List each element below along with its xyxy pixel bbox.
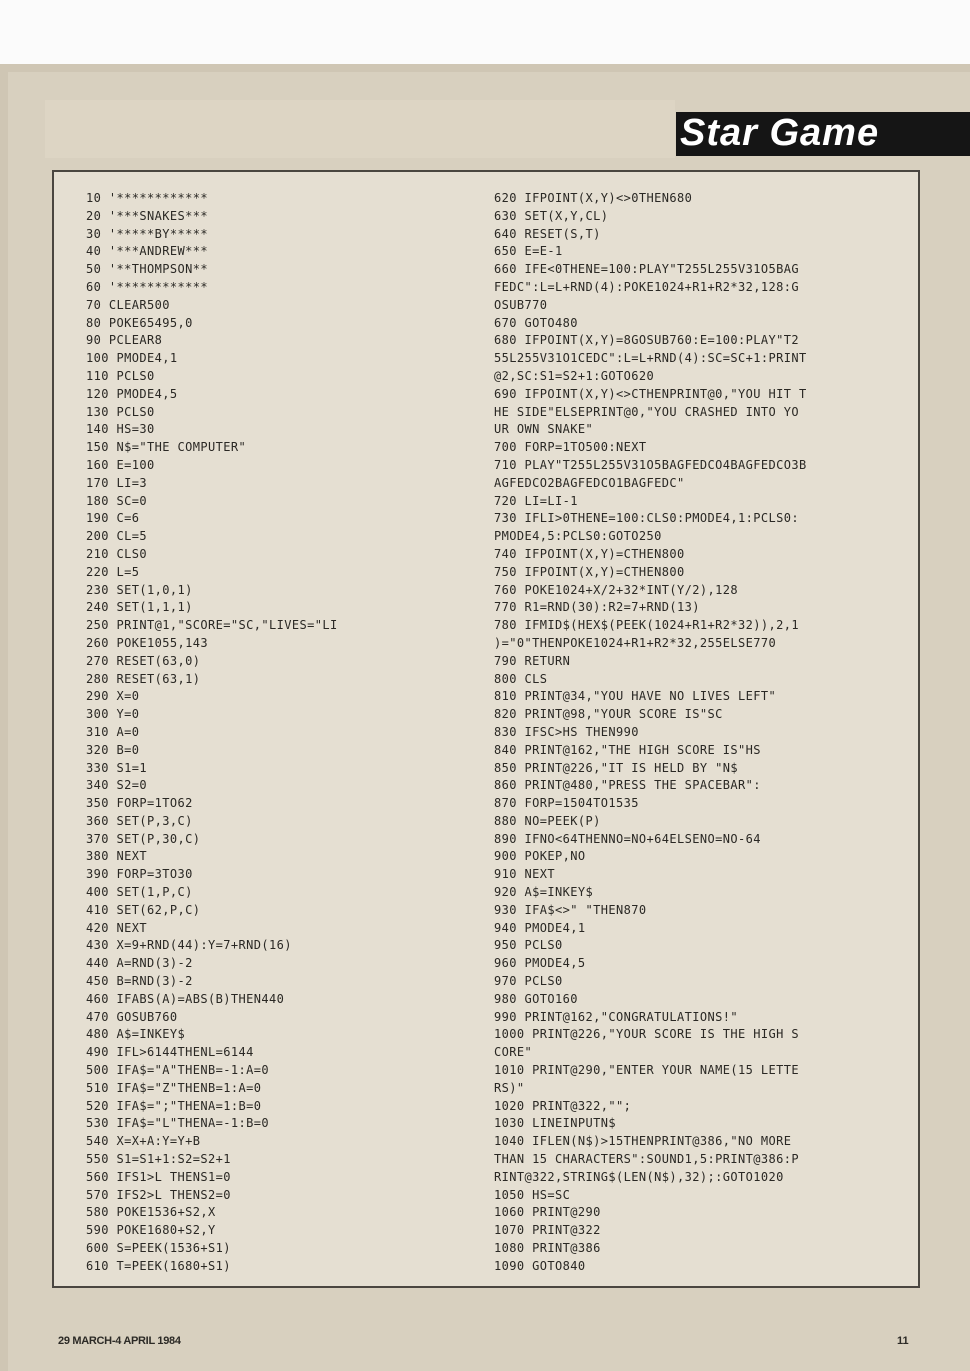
code-line: 160 E=100 [86, 457, 155, 472]
code-line: 30 '*****BY***** [86, 226, 208, 241]
code-line: 170 LI=3 [86, 475, 147, 490]
code-line: 920 A$=INKEY$ [494, 885, 594, 900]
code-line: 110 PCLS0 [86, 368, 155, 383]
code-line: 980 GOTO160 [494, 991, 578, 1006]
code-line: 230 SET(1,0,1) [86, 582, 193, 597]
code-line: 1000 PRINT@226,"YOUR SCORE IS THE HIGH S [494, 1027, 799, 1042]
show-through-header-area [45, 100, 675, 158]
code-line: RS)" [494, 1080, 525, 1095]
code-line: 270 RESET(63,0) [86, 653, 201, 668]
code-line: 710 PLAY"T255L255V31O5BAGFEDCO4BAGFEDCO3B [494, 457, 807, 472]
code-line: 55L255V31O1CEDC":L=L+RND(4):SC=SC+1:PRINT [494, 351, 807, 366]
code-line: 240 SET(1,1,1) [86, 600, 193, 615]
code-line: 410 SET(62,P,C) [86, 902, 201, 917]
code-line: 770 R1=RND(30):R2=7+RND(13) [494, 600, 700, 615]
code-line: 390 FORP=3TO30 [86, 867, 193, 882]
code-line: 440 A=RND(3)-2 [86, 956, 193, 971]
code-line: 210 CLS0 [86, 546, 147, 561]
code-line: 800 CLS [494, 671, 548, 686]
code-line: 360 SET(P,3,C) [86, 813, 193, 828]
code-line: 610 T=PEEK(1680+S1) [86, 1258, 231, 1273]
code-line: 1070 PRINT@322 [494, 1223, 601, 1238]
code-line: 520 IFA$=";"THENA=1:B=0 [86, 1098, 262, 1113]
code-line: CORE" [494, 1045, 533, 1060]
code-line: 80 POKE65495,0 [86, 315, 193, 330]
code-line: 690 IFPOINT(X,Y)<>CTHENPRINT@0,"YOU HIT T [494, 386, 807, 401]
code-line: 820 PRINT@98,"YOUR SCORE IS"SC [494, 707, 723, 722]
code-line: 280 RESET(63,1) [86, 671, 201, 686]
code-line: 580 POKE1536+S2,X [86, 1205, 216, 1220]
code-line: 260 POKE1055,143 [86, 635, 208, 650]
code-line: 330 S1=1 [86, 760, 147, 775]
code-line: 730 IFLI>0THENE=100:CLS0:PMODE4,1:PCLS0: [494, 511, 799, 526]
code-line: 560 IFS1>L THENS1=0 [86, 1169, 231, 1184]
code-line: 1050 HS=SC [494, 1187, 571, 1202]
code-line: 60 '************ [86, 279, 208, 294]
code-line: 700 FORP=1TO500:NEXT [494, 440, 647, 455]
code-line: 150 N$="THE COMPUTER" [86, 440, 247, 455]
code-line: 680 IFPOINT(X,Y)=8GOSUB760:E=100:PLAY"T2 [494, 333, 799, 348]
code-line: 470 GOSUB760 [86, 1009, 178, 1024]
code-line: 320 B=0 [86, 742, 140, 757]
code-line: 200 CL=5 [86, 529, 147, 544]
code-line: 310 A=0 [86, 724, 140, 739]
code-line: 100 PMODE4,1 [86, 351, 178, 366]
code-line: 670 GOTO480 [494, 315, 578, 330]
code-line: 190 C=6 [86, 511, 140, 526]
code-line: 740 IFPOINT(X,Y)=CTHEN800 [494, 546, 685, 561]
code-line: 1080 PRINT@386 [494, 1241, 601, 1256]
issue-date: 29 MARCH-4 APRIL 1984 [58, 1335, 181, 1347]
code-line: 990 PRINT@162,"CONGRATULATIONS!" [494, 1009, 738, 1024]
code-line: 20 '***SNAKES*** [86, 208, 208, 223]
code-line: 910 NEXT [494, 867, 555, 882]
code-line: 1010 PRINT@290,"ENTER YOUR NAME(15 LETTE [494, 1063, 799, 1078]
code-line: 540 X=X+A:Y=Y+B [86, 1134, 201, 1149]
code-line: 500 IFA$="A"THENB=-1:A=0 [86, 1063, 269, 1078]
code-line: 850 PRINT@226,"IT IS HELD BY "N$ [494, 760, 738, 775]
code-line: 300 Y=0 [86, 707, 140, 722]
code-line: 400 SET(1,P,C) [86, 885, 193, 900]
code-line: 660 IFE<0THENE=100:PLAY"T255L255V31O5BAG [494, 262, 799, 277]
code-line: 70 CLEAR500 [86, 297, 170, 312]
code-line: 340 S2=0 [86, 778, 147, 793]
listing-left-column [86, 190, 338, 1276]
code-line: 250 PRINT@1,"SCORE="SC,"LIVES="LI [86, 618, 338, 633]
code-line: 220 L=5 [86, 564, 140, 579]
code-line: 370 SET(P,30,C) [86, 831, 201, 846]
code-line: 840 PRINT@162,"THE HIGH SCORE IS"HS [494, 742, 761, 757]
code-line: 460 IFABS(A)=ABS(B)THEN440 [86, 991, 285, 1006]
code-line: OSUB770 [494, 297, 548, 312]
code-line: 570 IFS2>L THENS2=0 [86, 1187, 231, 1202]
code-line: 810 PRINT@34,"YOU HAVE NO LIVES LEFT" [494, 689, 777, 704]
code-line: 130 PCLS0 [86, 404, 155, 419]
code-line: 480 A$=INKEY$ [86, 1027, 186, 1042]
code-line: 970 PCLS0 [494, 974, 563, 989]
code-line: )="0"THENPOKE1024+R1+R2*32,255ELSE770 [494, 635, 777, 650]
code-line: 940 PMODE4,1 [494, 920, 586, 935]
code-line: 930 IFA$<>" "THEN870 [494, 902, 647, 917]
code-line: UR OWN SNAKE" [494, 422, 594, 437]
listing-right-column [494, 190, 807, 1276]
scan-top-margin [0, 0, 970, 64]
code-line: 590 POKE1680+S2,Y [86, 1223, 216, 1238]
code-line: 430 X=9+RND(44):Y=7+RND(16) [86, 938, 292, 953]
code-line: 140 HS=30 [86, 422, 155, 437]
code-line: 750 IFPOINT(X,Y)=CTHEN800 [494, 564, 685, 579]
code-line: 870 FORP=1504TO1535 [494, 796, 639, 811]
code-line: 290 X=0 [86, 689, 140, 704]
code-line: 490 IFL>6144THENL=6144 [86, 1045, 254, 1060]
code-line: HE SIDE"ELSEPRINT@0,"YOU CRASHED INTO YO [494, 404, 799, 419]
code-line: 790 RETURN [494, 653, 571, 668]
code-line: 380 NEXT [86, 849, 147, 864]
code-line: 1020 PRINT@322,""; [494, 1098, 632, 1113]
code-line: PMODE4,5:PCLS0:GOTO250 [494, 529, 662, 544]
page-number: 11 [897, 1335, 909, 1347]
code-line: 550 S1=S1+1:S2=S2+1 [86, 1152, 231, 1167]
code-line: 1090 GOTO840 [494, 1258, 586, 1273]
code-line: 350 FORP=1TO62 [86, 796, 193, 811]
code-line: @2,SC:S1=S2+1:GOTO620 [494, 368, 655, 383]
code-line: FEDC":L=L+RND(4):POKE1024+R1+R2*32,128:G [494, 279, 799, 294]
code-line: 510 IFA$="Z"THENB=1:A=0 [86, 1080, 262, 1095]
code-line: 600 S=PEEK(1536+S1) [86, 1241, 231, 1256]
code-line: 880 NO=PEEK(P) [494, 813, 601, 828]
code-line: 40 '***ANDREW*** [86, 244, 208, 259]
code-line: THAN 15 CHARACTERS":SOUND1,5:PRINT@386:P [494, 1152, 799, 1167]
code-line: 1040 IFLEN(N$)>15THENPRINT@386,"NO MORE [494, 1134, 792, 1149]
code-line: 180 SC=0 [86, 493, 147, 508]
code-line: 450 B=RND(3)-2 [86, 974, 193, 989]
code-line: 10 '************ [86, 191, 208, 205]
code-line: 1030 LINEINPUTN$ [494, 1116, 616, 1131]
code-line: 760 POKE1024+X/2+32*INT(Y/2),128 [494, 582, 738, 597]
code-line: 950 PCLS0 [494, 938, 563, 953]
code-line: 120 PMODE4,5 [86, 386, 178, 401]
code-line: 890 IFNO<64THENNO=NO+64ELSENO=NO-64 [494, 831, 761, 846]
code-line: 900 POKEP,NO [494, 849, 586, 864]
code-line: 640 RESET(S,T) [494, 226, 601, 241]
code-line: 960 PMODE4,5 [494, 956, 586, 971]
code-line: 420 NEXT [86, 920, 147, 935]
code-line: 830 IFSC>HS THEN990 [494, 724, 639, 739]
code-line: RINT@322,STRING$(LEN(N$),32);:GOTO1020 [494, 1169, 784, 1184]
code-line: 650 E=E-1 [494, 244, 563, 259]
code-line: 720 LI=LI-1 [494, 493, 578, 508]
section-title: Star Game [680, 112, 880, 154]
code-line: 860 PRINT@480,"PRESS THE SPACEBAR": [494, 778, 761, 793]
code-line: 620 IFPOINT(X,Y)<>0THEN680 [494, 191, 693, 205]
code-line: 630 SET(X,Y,CL) [494, 208, 609, 223]
code-line: 530 IFA$="L"THENA=-1:B=0 [86, 1116, 269, 1131]
code-line: AGFEDCO2BAGFEDCO1BAGFEDC" [494, 475, 685, 490]
code-line: 780 IFMID$(HEX$(PEEK(1024+R1+R2*32)),2,1 [494, 618, 799, 633]
code-line: 1060 PRINT@290 [494, 1205, 601, 1220]
code-line: 50 '**THOMPSON** [86, 262, 208, 277]
code-line: 90 PCLEAR8 [86, 333, 163, 348]
